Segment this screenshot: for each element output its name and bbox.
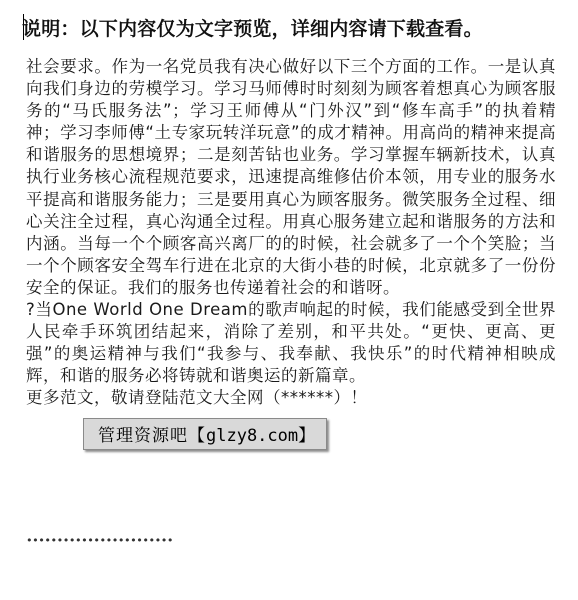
- paragraph-one-world-one-dream: ?当One World One Dream的歌声响起的时候，我们能感受到全世界人民牵手环筑团结起来，消除了差别，和平共处。“更快、更高、更强”的奥运精神与我们“我参与、我奉献、我快乐”的时代精神相映成辉，和谐的服务必将铸就和谐奥运的新篇章。: [26, 300, 556, 386]
- preview-notice: 说明：以下内容仅为文字预览，详细内容请下载查看。: [22, 18, 483, 40]
- document-body: [26, 56, 556, 410]
- paragraph-work-plan: 社会要求。作为一名党员我有决心做好以下三个方面的工作。一是认真向我们身边的劳模学习。学习马师傅时时刻刻为顾客着想真心为顾客服务的“马氏服务法”；学习王师傅从“门外汉”到“修车高手”的执着精神；学习李师傅“土专家玩转洋玩意”的成才精神。用高尚的精神来提高和谐服务的思想境界；二是刻苦钻也业务。学习掌握车辆新技术，认真执行业务核心流程规范要求，迅速提高维修估价本领，用专业的服务水平提高和谐服务能力；三是要用真心为顾客服务。微笑服务全过程、细心关注全过程，真心沟通全过程。用真心服务建立起和谐服务的方法和内涵。当每一个个顾客高兴离厂的的时候，社会就多了一个个笑脸；当一个个顾客安全驾车行进在北京的大街小巷的时候，北京就多了一份份安全的保证。我们的服务也传递着社会的和谐呀。: [26, 57, 556, 297]
- watermark-domain: glzy8.com: [206, 426, 299, 446]
- paragraph-more-essays: 更多范文，敬请登陆范文大全网（******）！: [26, 388, 368, 408]
- watermark-label: 管理资源吧【: [98, 426, 206, 446]
- site-watermark: [83, 418, 327, 450]
- dotted-separator: ••••••••••••••••••••••••: [26, 534, 173, 547]
- watermark-bracket: 】: [298, 426, 317, 446]
